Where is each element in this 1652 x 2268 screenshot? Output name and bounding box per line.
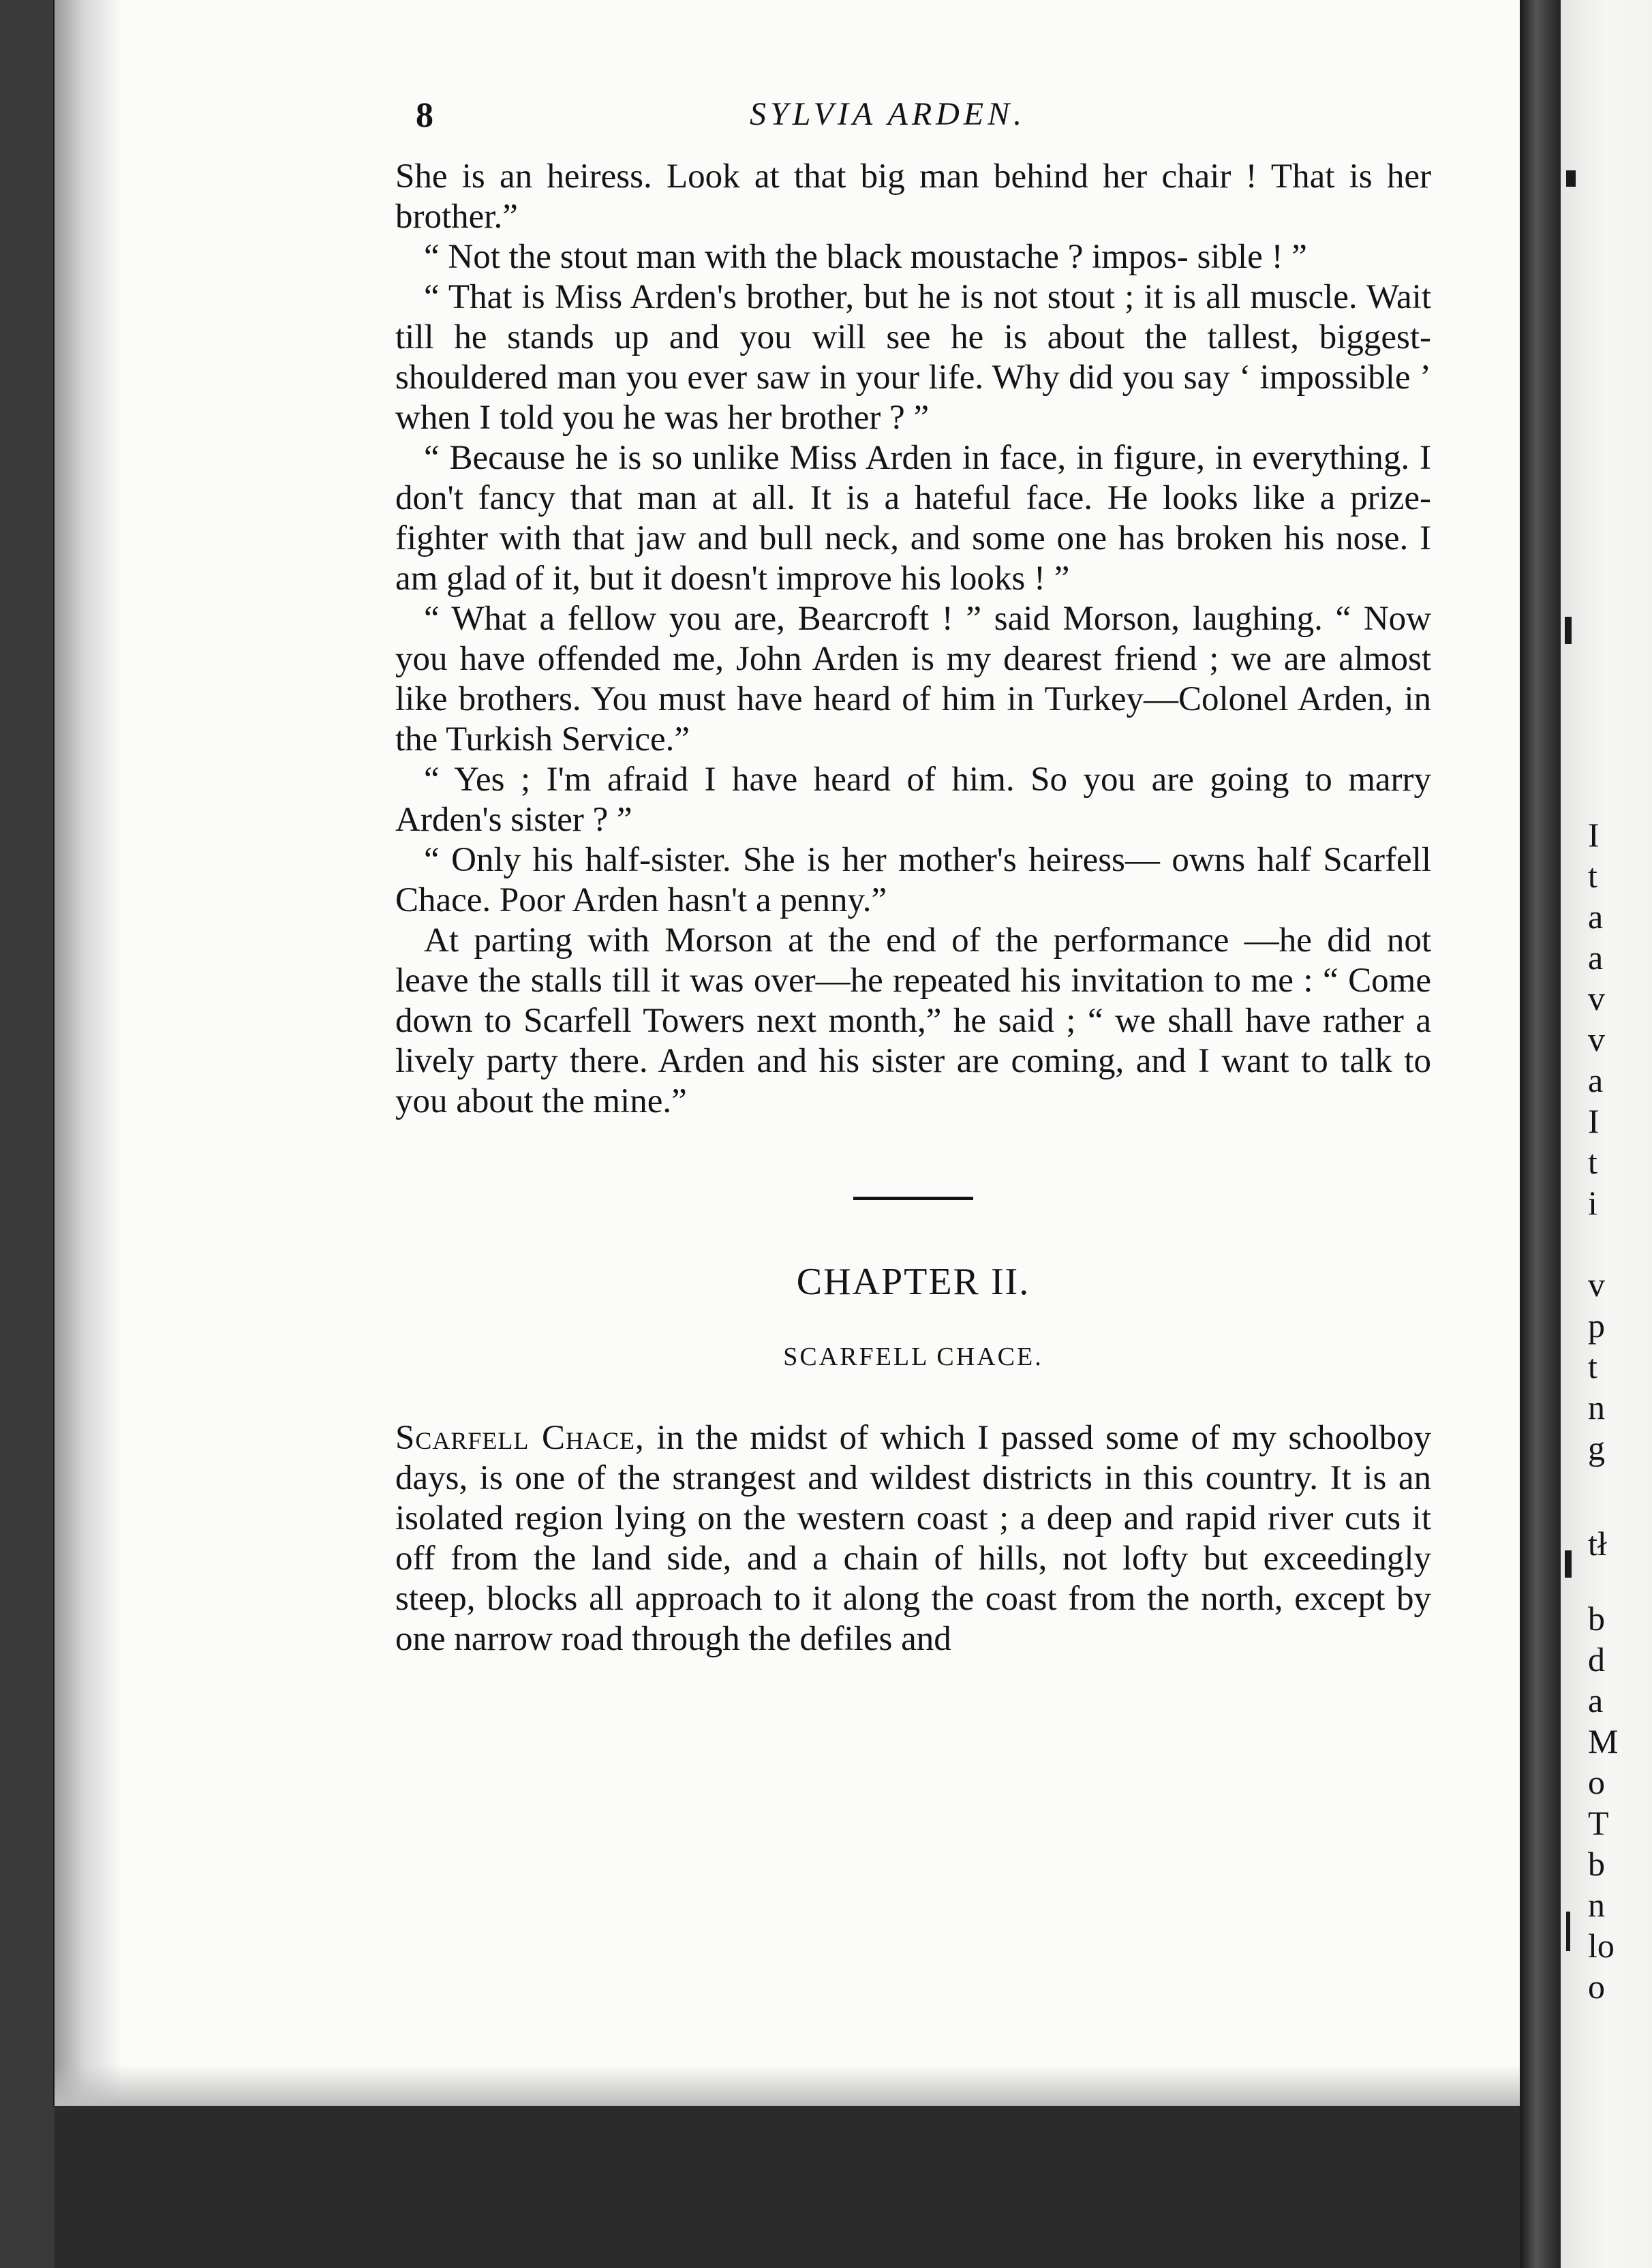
facing-page-fragment: I bbox=[1588, 816, 1600, 854]
page-number: 8 bbox=[416, 96, 433, 135]
left-page bbox=[55, 0, 1520, 2106]
facing-page-fragment: v bbox=[1588, 979, 1605, 1017]
facing-page-fragment: o bbox=[1588, 1763, 1605, 1801]
page-text-block bbox=[395, 95, 1431, 1659]
facing-page-fragment: lo bbox=[1588, 1927, 1615, 1965]
facing-page-fragment: n bbox=[1588, 1388, 1605, 1426]
paragraph: “ Yes ; I'm afraid I have heard of him. So you are going to marry Arden's sister ? ” bbox=[395, 761, 1431, 839]
facing-page-fragment: v bbox=[1588, 1020, 1605, 1058]
facing-page-fragment: I bbox=[1588, 1102, 1600, 1140]
paragraph: “ That is Miss Arden's brother, but he is not stout ; it is all muscle. Wait till he stands up and you will see he is about the tallest, biggest-shouldered man you ever saw in your life. Why did you say ‘ impossible ’ when I told you he was her brother ? ” bbox=[395, 278, 1431, 437]
running-head bbox=[395, 95, 1431, 150]
facing-page-fragment: b bbox=[1588, 1599, 1605, 1638]
paragraph: “ Only his half-sister. She is her mother's heiress— owns half Scarfell Chace. Poor Arden hasn't a penny.” bbox=[395, 841, 1431, 919]
facing-page-fragment: n bbox=[1588, 1886, 1605, 1924]
section-divider bbox=[853, 1197, 973, 1200]
running-title: SYLVIA ARDEN. bbox=[750, 96, 1026, 132]
scan-speck bbox=[1565, 617, 1572, 644]
paragraph: She is an heiress. Look at that big man behind her chair ! That is her brother.” bbox=[395, 157, 1431, 236]
facing-page-fragment: tł bbox=[1588, 1524, 1607, 1563]
page-edge-shadow bbox=[55, 0, 123, 2106]
facing-page-fragment: t bbox=[1588, 1143, 1597, 1181]
facing-page-fragment: t bbox=[1588, 857, 1597, 895]
facing-page-fragment: t bbox=[1588, 1347, 1597, 1385]
book-gutter bbox=[1520, 0, 1561, 2268]
facing-page-fragment: a bbox=[1588, 938, 1604, 977]
page-bottom-shadow bbox=[55, 2065, 1520, 2106]
facing-page-fragment: a bbox=[1588, 898, 1604, 936]
facing-page-fragment: p bbox=[1588, 1306, 1605, 1345]
facing-page-fragment: v bbox=[1588, 1266, 1605, 1304]
facing-page-fragment: o bbox=[1588, 1967, 1605, 2006]
scanner-background bbox=[55, 2106, 1520, 2268]
facing-page-edge bbox=[1561, 0, 1652, 2268]
chapter-opening-paragraph bbox=[395, 1418, 1431, 1659]
facing-page-fragment: T bbox=[1588, 1804, 1609, 1842]
facing-page-fragments bbox=[1561, 0, 1652, 2268]
facing-page-fragment: i bbox=[1588, 1184, 1597, 1222]
facing-page-fragment: a bbox=[1588, 1061, 1604, 1099]
chapter-title: CHAPTER II. bbox=[796, 1261, 1030, 1303]
facing-page-fragment: a bbox=[1588, 1681, 1604, 1719]
facing-page-fragment: M bbox=[1588, 1722, 1619, 1760]
paragraph: “ What a fellow you are, Bearcroft ! ” said Morson, laughing. “ Now you have offended me, John Arden is my dearest friend ; we are almost like brothers. You must have heard of him in Turkey—Colonel Arden, in the Turkish Service.” bbox=[395, 600, 1431, 758]
scan-speck bbox=[1566, 170, 1576, 187]
chapter-subtitle: SCARFELL CHACE. bbox=[783, 1343, 1043, 1371]
paragraph: “ Because he is so unlike Miss Arden in face, in figure, in everything. I don't fancy that man at all. It is a hateful face. He looks like a prize-fighter with that jaw and bull neck, and some one has broken his nose. I am glad of it, but it doesn't improve his looks ! ” bbox=[395, 439, 1431, 598]
paragraph: “ Not the stout man with the black moustache ? impos- sible ! ” bbox=[424, 238, 1307, 276]
opening-text: in the midst of which I passed some of my schoolboy days, is one of the strangest and wildest districts in this country. It is an isolated region lying on the western coast ; a deep and rapid river cuts it off from the land side, and a chain of hills, not lofty but exceedingly steep, blocks all approach to it along the coast from the north, except by one narrow road through the defiles and bbox=[395, 1419, 1432, 1658]
facing-page-fragment: g bbox=[1588, 1429, 1605, 1467]
scan-speck bbox=[1566, 1912, 1570, 1951]
paragraph: At parting with Morson at the end of the performance —he did not leave the stalls till it was over—he repeated his invitation to me : “ Come down to Scarfell Towers next month,” he said ; “ we shall have rather a lively party there. Arden and his sister are coming, and I want to talk to you about the mine.” bbox=[395, 921, 1431, 1120]
facing-page-fragment: b bbox=[1588, 1845, 1605, 1883]
scan-speck bbox=[1565, 1550, 1572, 1578]
facing-page-fragment: d bbox=[1588, 1640, 1605, 1679]
opening-smallcaps: Scarfell Chace, bbox=[395, 1419, 645, 1457]
